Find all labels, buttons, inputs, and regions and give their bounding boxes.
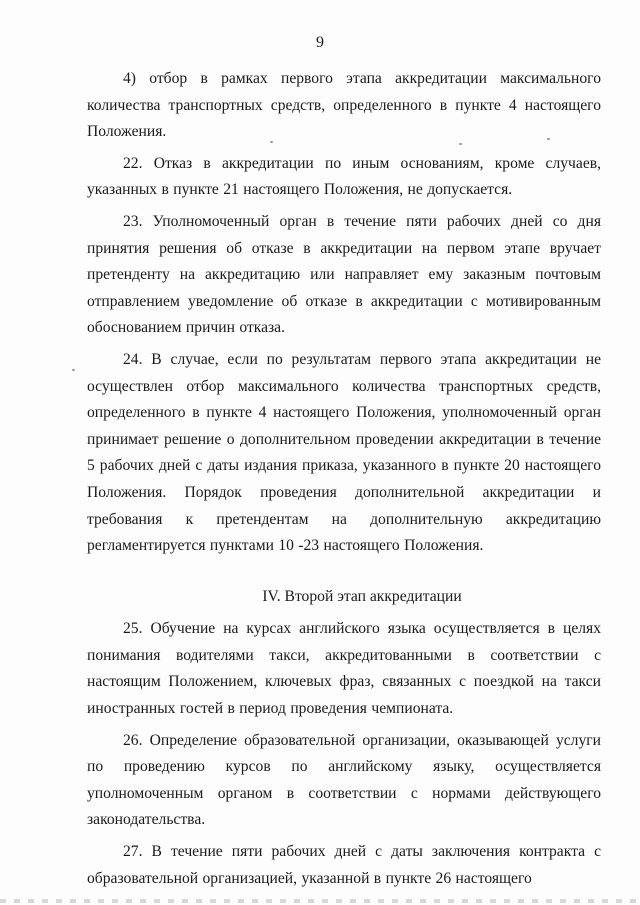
- paragraph-24: 24. В случае, если по результатам первого этапа аккредитации не осуществлен отбор максимального количества транспортных средств, определенного в пункте 4 настоящего Положения, уполномоченный орган принимает решение о дополнительном проведении аккредитации в течение 5 рабочих дней с даты издания приказа, указанного в пункте 20 настоящего Положения. Порядок проведения дополнительной аккредитации и требования к претендентам на дополнительную аккредитацию регламентируется пунктами 10 -23 настоящего Положения.: [87, 350, 601, 555]
- scan-speck: [270, 141, 273, 143]
- paragraph-26: 26. Определение образовательной организации, оказывающей услуги по проведению курсов по английскому языку, осуществляется уполномоченным органом в соответствии с нормами действующего законодательства.: [87, 731, 601, 829]
- scan-speck: [459, 143, 462, 145]
- page-number: 9: [316, 34, 324, 51]
- scan-edge-noise: [0, 899, 640, 903]
- paragraph-25: 25. Обучение на курсах английского языка осуществляется в целях понимания водителями такси, аккредитованными в соответствии с настоящим Положением, ключевых фраз, связанных с поездкой на такси иностранных гостей в период проведения чемпионата.: [87, 620, 601, 718]
- section-heading: IV. Второй этап аккредитации: [262, 587, 462, 605]
- paragraph-22: 22. Отказ в аккредитации по иным основаниям, кроме случаев, указанных в пункте 21 настоящего Положения, не допускается.: [87, 154, 601, 199]
- scan-speck: [72, 369, 75, 371]
- paragraph-23: 23. Уполномоченный орган в течение пяти рабочих дней со дня принятия решения об отказе в аккредитации на первом этапе вручает претенденту на аккредитацию или направляет ему заказным почтовым отправлением уведомление об отказе в аккредитации с мотивированным обоснованием причин отказа.: [87, 212, 601, 337]
- paragraph-27: 27. В течение пяти рабочих дней с даты заключения контракта с образовательной организацией, указанной в пункте 26 настоящего: [87, 843, 601, 887]
- document-body: [87, 66, 601, 897]
- paragraph-item-4: 4) отбор в рамках первого этапа аккредитации максимального количества транспортных средств, определенного в пункте 4 настоящего Положения.: [87, 70, 601, 141]
- scan-speck: [547, 138, 550, 140]
